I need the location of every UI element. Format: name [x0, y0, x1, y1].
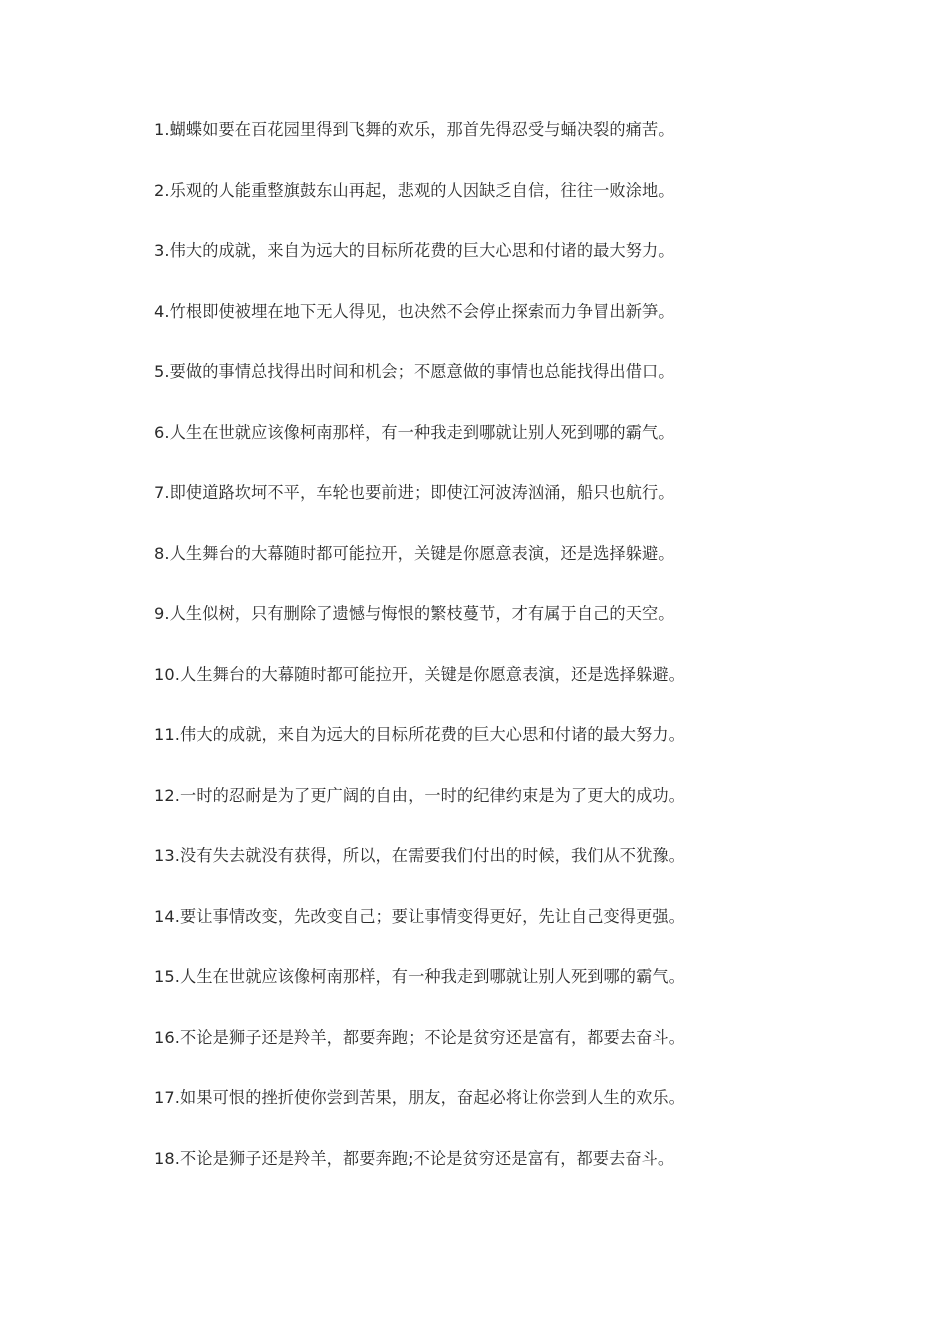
quote-line-5: 5.要做的事情总找得出时间和机会；不愿意做的事情也总能找得出借口。 — [154, 362, 675, 381]
quote-line-7: 7.即使道路坎坷不平，车轮也要前进；即使江河波涛汹涌，船只也航行。 — [154, 483, 675, 502]
quote-line-15: 15.人生在世就应该像柯南那样，有一种我走到哪就让别人死到哪的霸气。 — [154, 967, 685, 986]
quote-line-16: 16.不论是狮子还是羚羊，都要奔跑；不论是贫穷还是富有，都要去奋斗。 — [154, 1027, 685, 1047]
quote-line-14: 14.要让事情改变，先改变自己；要让事情变得更好，先让自己变得更强。 — [154, 906, 685, 926]
quote-line-2: 2.乐观的人能重整旗鼓东山再起，悲观的人因缺乏自信，往往一败涂地。 — [154, 180, 675, 200]
quote-line-6: 6.人生在世就应该像柯南那样，有一种我走到哪就让别人死到哪的霸气。 — [154, 422, 675, 442]
quote-line-13: 13.没有失去就没有获得，所以，在需要我们付出的时候，我们从不犹豫。 — [154, 846, 685, 865]
quote-line-10: 10.人生舞台的大幕随时都可能拉开，关键是你愿意表演，还是选择躲避。 — [154, 664, 685, 684]
quote-line-3: 3.伟大的成就，来自为远大的目标所花费的巨大心思和付诸的最大努力。 — [154, 241, 675, 260]
quote-line-11: 11.伟大的成就，来自为远大的目标所花费的巨大心思和付诸的最大努力。 — [154, 725, 685, 744]
quote-line-8: 8.人生舞台的大幕随时都可能拉开，关键是你愿意表演，还是选择躲避。 — [154, 543, 675, 563]
quote-line-17: 17.如果可恨的挫折使你尝到苦果，朋友，奋起必将让你尝到人生的欢乐。 — [154, 1088, 685, 1107]
quote-line-4: 4.竹根即使被埋在地下无人得见，也决然不会停止探索而力争冒出新笋。 — [154, 301, 675, 321]
quote-list — [154, 116, 874, 1205]
quote-line-9: 9.人生似树，只有删除了遗憾与悔恨的繁枝蔓节，才有属于自己的天空。 — [154, 604, 675, 623]
quote-line-1: 1.蝴蝶如要在百花园里得到飞舞的欢乐，那首先得忍受与蛹决裂的痛苦。 — [154, 120, 675, 139]
quote-line-12: 12.一时的忍耐是为了更广阔的自由，一时的纪律约束是为了更大的成功。 — [154, 785, 685, 805]
quote-line-18: 18.不论是狮子还是羚羊，都要奔跑;不论是贫穷还是富有，都要去奋斗。 — [154, 1148, 675, 1168]
